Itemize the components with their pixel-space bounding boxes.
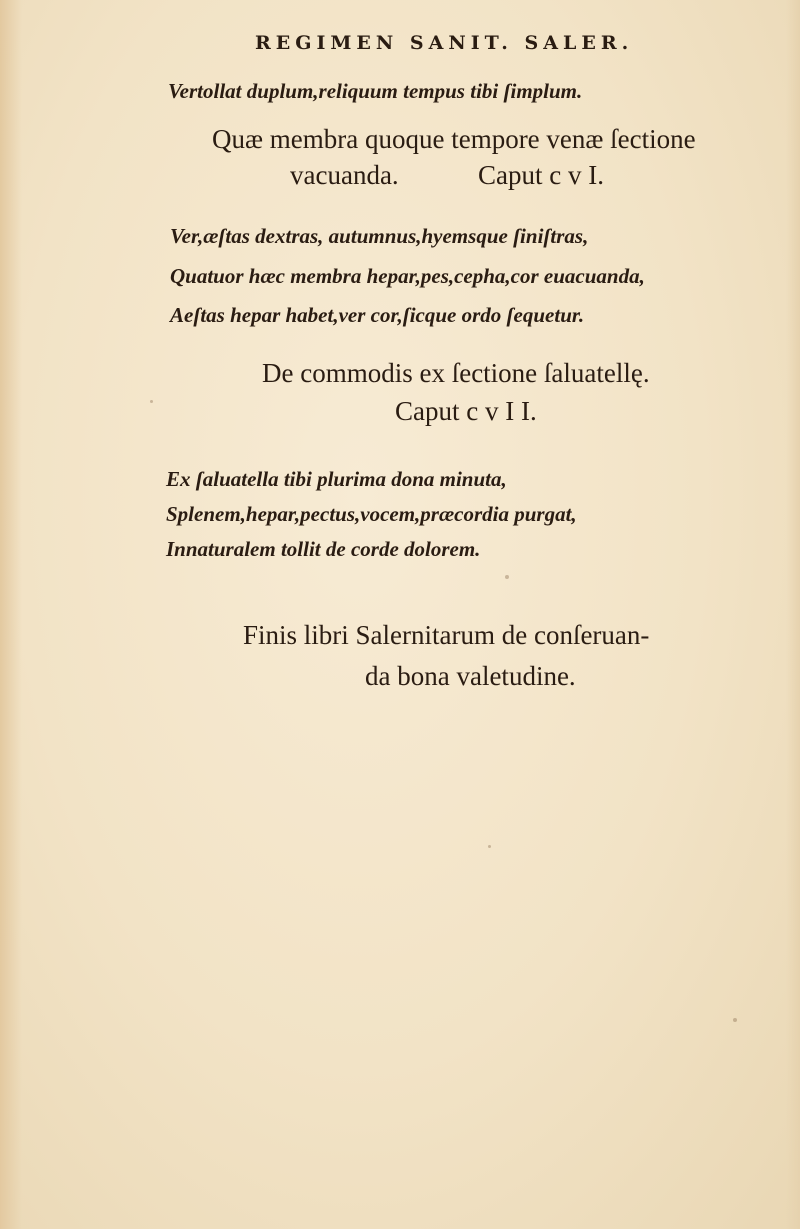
- chapter-107-verse-3: Innaturalem tollit de corde dolorem.: [166, 537, 481, 561]
- opening-verse-line: Vertollat duplum,reliquum tempus tibi ſimplum.: [168, 79, 583, 103]
- colophon-line-1: Finis libri Salernitarum de conſeruan-: [243, 620, 650, 650]
- chapter-106-verse-2: Quatuor hæc membra hepar,pes,cepha,cor euacuanda,: [170, 264, 645, 288]
- paper-speck: [488, 845, 491, 848]
- page-edge-shadow-left: [0, 0, 22, 1229]
- paper-speck: [150, 400, 153, 403]
- chapter-107-heading-line-1: De commodis ex ſectione ſaluatellę.: [262, 358, 650, 388]
- page-edge-shadow-right: [786, 0, 800, 1229]
- chapter-107-verse-1: Ex ſaluatella tibi plurima dona minuta,: [166, 467, 507, 491]
- chapter-106-verse-1: Ver,æſtas dextras, autumnus,hyemsque ſiniſtras,: [170, 224, 589, 248]
- chapter-106-caption: Caput c v I.: [478, 160, 604, 190]
- chapter-106-heading-line-1: Quæ membra quoque tempore venæ ſectione: [212, 124, 696, 154]
- colophon-line-2: da bona valetudine.: [365, 661, 576, 691]
- chapter-106-verse-3: Aeſtas hepar habet,ver cor,ſicque ordo ſequetur.: [170, 303, 585, 327]
- chapter-106-heading-line-2: vacuanda.: [290, 160, 399, 190]
- paper-speck: [733, 1018, 737, 1022]
- chapter-107-verse-2: Splenem,hepar,pectus,vocem,præcordia purgat,: [166, 502, 577, 526]
- running-head: REGIMEN SANIT. SALER.: [255, 32, 634, 54]
- paper-speck: [505, 575, 509, 579]
- chapter-107-caption: Caput c v I I.: [395, 396, 537, 426]
